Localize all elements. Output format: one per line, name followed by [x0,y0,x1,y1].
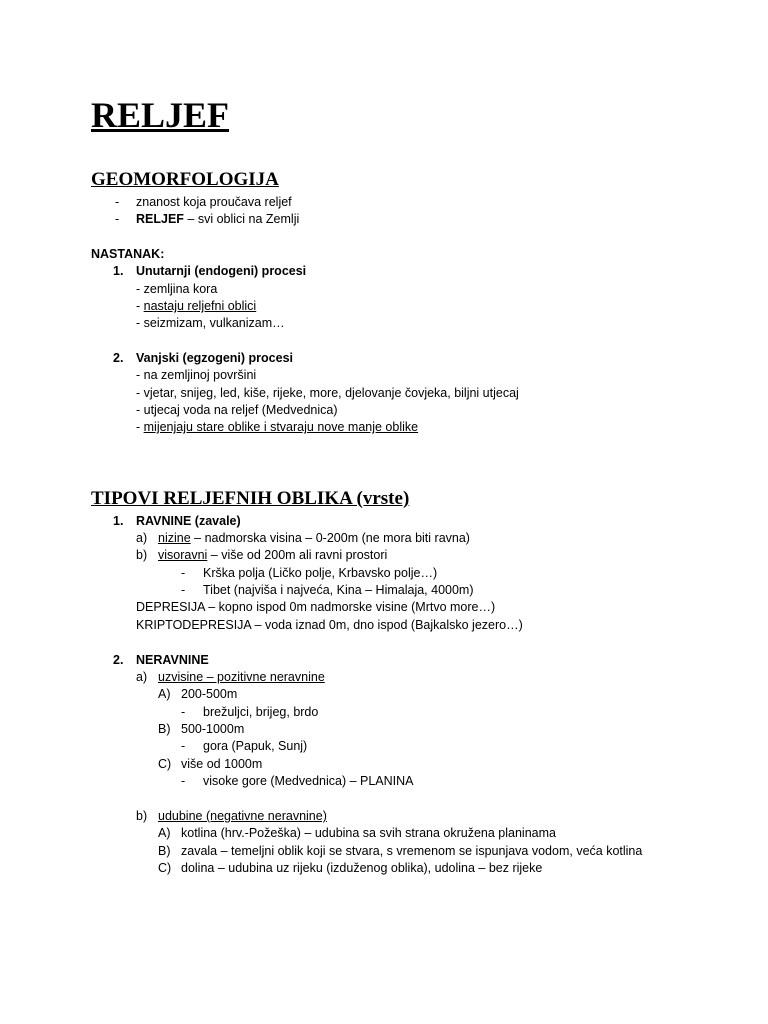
list-item: dolina – udubina uz rijeku (izduženog oblika), udolina – bez rijeke [181,861,543,875]
underlined-text: mijenjaju stare oblike i stvaraju nove manje oblike [143,420,419,434]
definition-text: – više od 200m ali ravni prostori [207,548,388,562]
sub-item: Krška polja (Ličko polje, Krbavsko polje…) [203,566,438,580]
list-letter: b) [136,548,148,562]
list-item: - na zemljinoj površini [136,368,257,382]
underlined-term: visoravni [158,548,208,562]
dash-prefix: - [136,299,144,313]
definition-text: – nadmorska visina – 0-200m (ne mora biti ravna) [190,531,470,545]
list-letter: a) [136,531,148,545]
underlined-term: uzvisine – pozitivne neravnine [158,670,325,684]
underlined-term: nizine [158,531,191,545]
list-item: - vjetar, snijeg, led, kiše, rijeke, more, djelovanje čovjeka, biljni utjecaj [136,386,519,400]
bullet-dash: - [181,739,186,753]
list-letter: C) [158,757,172,771]
nastanak-label: NASTANAK: [91,247,165,261]
list-item [158,530,470,547]
list-number: 1. [113,514,124,528]
list-number: 2. [113,351,124,365]
sub-item: brežuljci, brijeg, brdo [203,705,319,719]
list-item: zavala – temeljni oblik koji se stvara, s vremenom se ispunjava vodom, veća kotlina [181,844,643,858]
bullet-dash: - [181,566,186,580]
process-title: Unutarnji (endogeni) procesi [136,264,307,278]
dash-prefix: - [136,420,144,434]
bullet-dash: - [181,705,186,719]
list-letter: B) [158,844,171,858]
list-letter: B) [158,722,171,736]
sub-item: visoke gore (Medvednica) – PLANINA [203,774,414,788]
list-item [158,547,387,564]
underlined-term: udubine (negativne neravnine) [158,809,327,823]
section-heading-geomorfologija: GEOMORFOLOGIJA [91,169,279,190]
depresija-line: DEPRESIJA – kopno ispod 0m nadmorske visine (Mrtvo more…) [136,600,496,614]
list-letter: A) [158,687,171,701]
list-item: 500-1000m [181,722,245,736]
definition-text: – svi oblici na Zemlji [183,212,300,226]
section-heading-tipovi: TIPOVI RELJEFNIH OBLIKA (vrste) [91,488,410,509]
sub-item: Tibet (najviša i najveća, Kina – Himalaja, 4000m) [203,583,474,597]
list-letter: A) [158,826,171,840]
list-item: kotlina (hrv.-Požeška) – udubina sa svih strana okružena planinama [181,826,556,840]
process-title: Vanjski (egzogeni) procesi [136,351,293,365]
list-item: 200-500m [181,687,238,701]
list-item: znanost koja proučava reljef [136,195,292,209]
list-letter: a) [136,670,148,684]
list-item: - zemljina kora [136,282,218,296]
category-title: RAVNINE (zavale) [136,514,241,528]
bold-term: RELJEF [136,212,184,226]
list-letter: b) [136,809,148,823]
list-letter: C) [158,861,172,875]
list-item [136,211,299,228]
list-item [136,298,256,315]
list-number: 2. [113,653,124,667]
bullet-dash: - [115,195,120,209]
list-item: - seizmizam, vulkanizam… [136,316,285,330]
list-item [136,419,418,436]
bullet-dash: - [115,212,120,226]
category-title: NERAVNINE [136,653,209,667]
underlined-text: nastaju reljefni oblici [143,299,257,313]
bullet-dash: - [181,774,186,788]
list-item: više od 1000m [181,757,263,771]
list-number: 1. [113,264,124,278]
list-item: - utjecaj voda na reljef (Medvednica) [136,403,338,417]
page-title: RELJEF [91,95,230,135]
kriptodepresija-line: KRIPTODEPRESIJA – voda iznad 0m, dno ispod (Bajkalsko jezero…) [136,618,523,632]
sub-item: gora (Papuk, Sunj) [203,739,308,753]
bullet-dash: - [181,583,186,597]
